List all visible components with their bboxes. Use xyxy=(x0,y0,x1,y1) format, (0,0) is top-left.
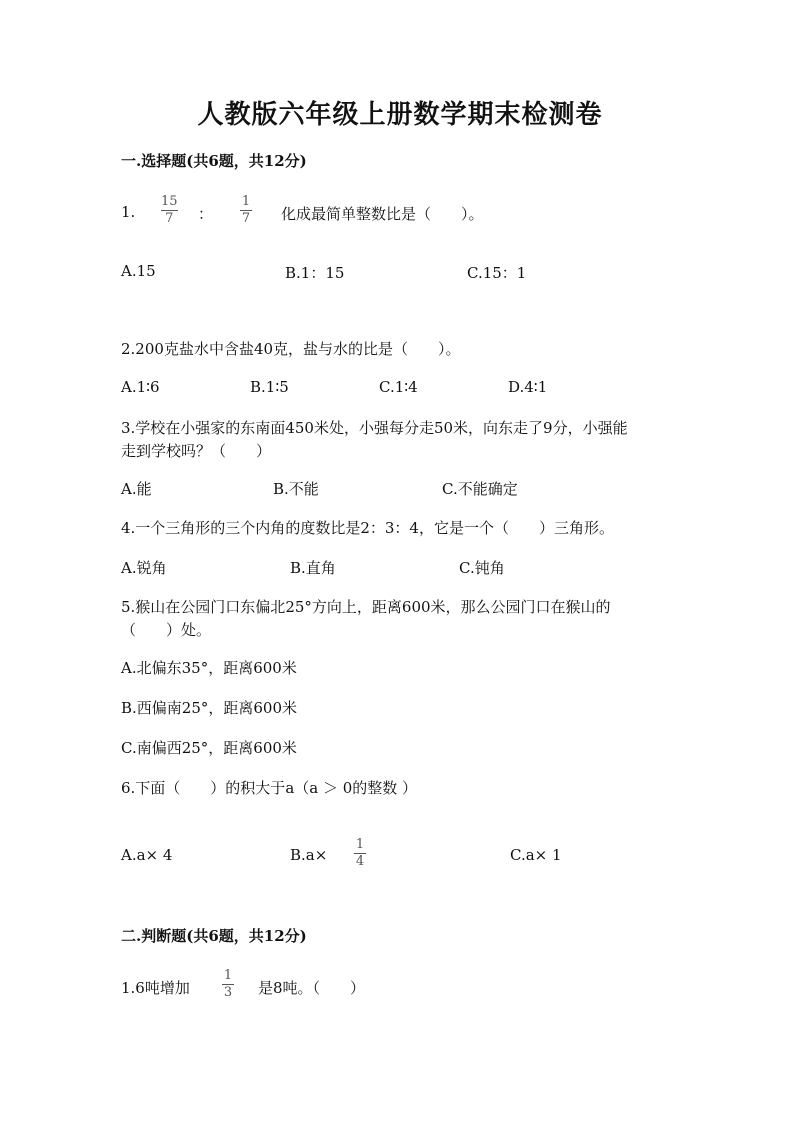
question-5-option-a: A.北偏东35°，距离600米 xyxy=(121,659,297,677)
question-5-option-b: B.西偏南25°，距离600米 xyxy=(121,699,298,717)
page-title: 人教版六年级上册数学期末检测卷 xyxy=(197,100,603,130)
judgment-1-fraction: $\frac{1}{3}$ xyxy=(223,968,233,1000)
question-1-option-a: A.15 xyxy=(121,262,156,280)
question-6-option-b-fraction: $\frac{1}{4}$ xyxy=(355,837,365,869)
question-3-option-c: C.不能确定 xyxy=(442,480,518,498)
question-2-option-c: C.1∶4 xyxy=(379,378,418,396)
question-4-option-b: B.直角 xyxy=(290,559,336,577)
question-2-option-d: D.4∶1 xyxy=(508,378,548,396)
judgment-1-prefix: 1.6吨增加 xyxy=(121,979,190,997)
question-6-option-b-prefix: B.a× xyxy=(290,846,328,864)
question-2-option-b: B.1∶5 xyxy=(250,378,289,396)
question-5-text-line1: 5.猴山在公园门口东偏北25°方向上，距离600米，那么公园门口在猴山的 xyxy=(121,598,611,616)
question-4-text: 4.一个三角形的三个内角的度数比是2：3：4，它是一个（ ）三角形。 xyxy=(121,519,614,537)
question-4-option-a: A.锐角 xyxy=(121,559,167,577)
question-5-text-line2: （ ）处。 xyxy=(121,621,212,639)
question-1-option-c: C.15：1 xyxy=(467,264,527,282)
question-3-option-a: A.能 xyxy=(121,480,152,498)
question-1-option-b: B.1：15 xyxy=(285,264,345,282)
judgment-1-suffix: 是8吨。（ ） xyxy=(258,979,366,997)
question-1-colon: ： xyxy=(198,205,214,223)
question-2-option-a: A.1∶6 xyxy=(121,378,160,396)
question-1-text: 化成最简单整数比是（ ）。 xyxy=(281,205,484,223)
question-6-option-a: A.a× 4 xyxy=(121,846,173,864)
question-1-fraction-a: $\frac{15}{7}$ xyxy=(161,194,178,226)
question-5-option-c: C.南偏西25°，距离600米 xyxy=(121,739,297,757)
question-3-text-line2: 走到学校吗？（ ） xyxy=(121,442,272,460)
section-heading-choice: 一.选择题(共6题，共12分) xyxy=(121,152,307,170)
question-3-option-b: B.不能 xyxy=(273,480,319,498)
question-1-number: 1. xyxy=(121,203,136,221)
section-heading-judgment: 二.判断题(共6题，共12分) xyxy=(121,927,307,945)
question-3-text-line1: 3.学校在小强家的东南面450米处，小强每分走50米，向东走了9分，小强能 xyxy=(121,419,628,437)
question-6-text: 6.下面（ ）的积大于a（a ＞ 0的整数 ） xyxy=(121,779,418,797)
question-2-text: 2.200克盐水中含盐40克，盐与水的比是（ ）。 xyxy=(121,340,461,358)
question-4-option-c: C.钝角 xyxy=(459,559,505,577)
question-1-fraction-b: $\frac{1}{7}$ xyxy=(241,194,251,226)
question-6-option-c: C.a× 1 xyxy=(510,846,562,864)
